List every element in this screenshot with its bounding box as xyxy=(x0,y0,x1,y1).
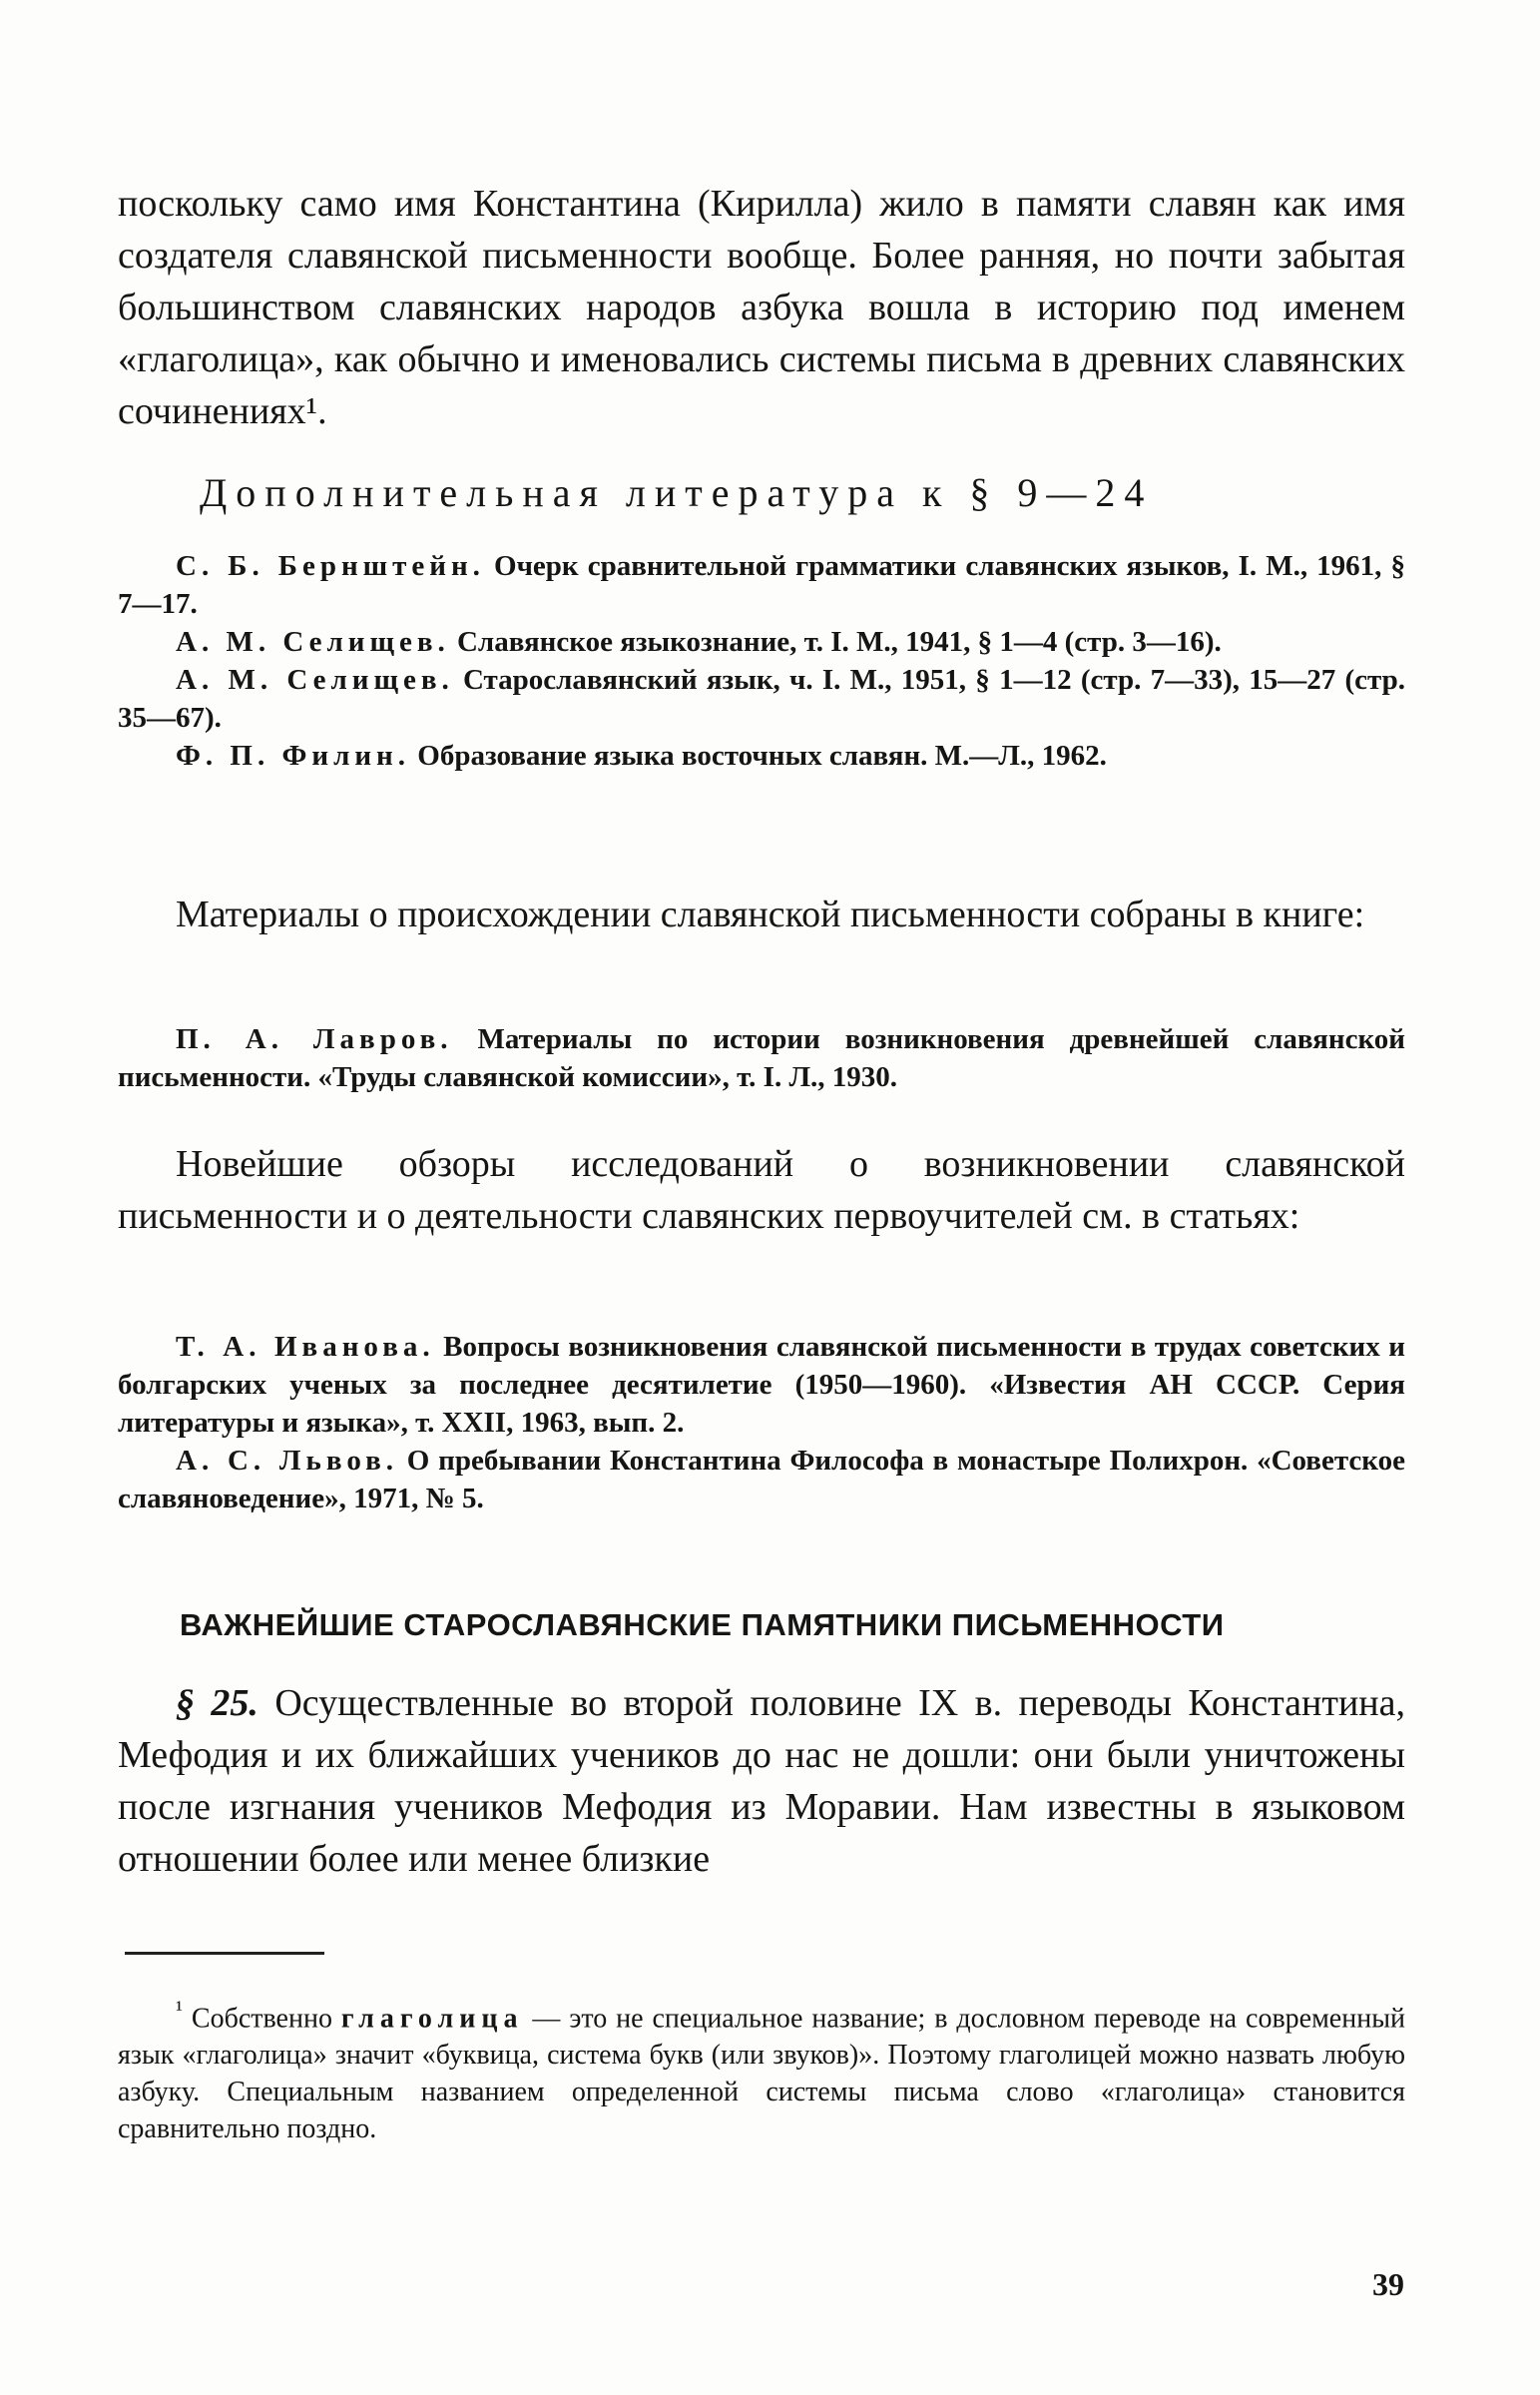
bibliography-text: Старославянский язык, ч. I. М., 1951, § 1—12 (стр. 7—33), 15—27 (стр. 35—67). xyxy=(118,664,1405,734)
bibliography-entry xyxy=(118,623,1405,661)
intro-paragraph: поскольку само имя Константина (Кирилла) жило в памяти славян как имя создателя славянской письменности вообще. Более ранняя, но почти забытая большинством славянских народов азбука вошла в историю под именем «глаголица», как обычно и именовались системы письма в древних славянских сочинениях¹. xyxy=(118,183,1405,432)
bibliography-text: Вопросы возникновения славянской письменности в трудах советских и болгарских ученых за последнее десятилетие (1950—1960). «Известия АН СССР. Серия литературы и языка», т. XXII, 1963, вып. 2. xyxy=(118,1331,1406,1439)
bibliography-author: С. Б. Бернштейн. xyxy=(176,550,485,582)
section-paragraph xyxy=(118,1677,1405,1885)
bibliography-list-3 xyxy=(118,1328,1405,1517)
bibliography-entry xyxy=(118,547,1405,623)
bibliography-text: Материалы по истории возникновения древнейшей славянской письменности. «Труды славянской комиссии», т. I. Л., 1930. xyxy=(118,1023,1405,1093)
bibliography-list-2 xyxy=(118,1020,1405,1096)
bibliography-entry xyxy=(118,737,1405,775)
reviews-paragraph: Новейшие обзоры исследований о возникновении славянской письменности и о деятельности славянских первоучителей см. в статьях: xyxy=(118,1143,1405,1237)
bibliography-author: А. М. Селищев. xyxy=(176,664,454,696)
footnote-block xyxy=(118,1992,1405,2147)
bibliography-author: А. М. Селищев. xyxy=(176,626,450,658)
footnote-marker: ¹ xyxy=(176,1997,183,2023)
section-paragraph-text: Осуществленные во второй половине IX в. переводы Константина, Мефодия и их ближайших учеников до нас не дошли: они были уничтожены после изгнания учеников Мефодия из Моравии. Нам известны в языковом отношении более или менее близкие xyxy=(118,1682,1405,1880)
footnote-divider xyxy=(125,1952,324,1955)
materials-paragraph-block xyxy=(118,889,1405,940)
materials-paragraph: Материалы о происхождении славянской письменности собраны в книге: xyxy=(176,894,1365,935)
bibliography-text: О пребывании Константина Философа в монастыре Полихрон. «Советское славяноведение», 1971, № 5. xyxy=(118,1445,1405,1514)
bibliography-entry xyxy=(118,1442,1405,1517)
bibliography-text: Очерк сравнительной грамматики славянских языков, I. М., 1961, § 7—17. xyxy=(118,550,1406,620)
footnote-term: глаголица xyxy=(340,2003,524,2035)
bibliography-text: Славянское языкознание, т. I. М., 1941, § 1—4 (стр. 3—16). xyxy=(449,626,1222,658)
bibliography-entry xyxy=(118,1328,1405,1442)
page-number: 39 xyxy=(1372,2266,1404,2302)
bibliography-entry xyxy=(118,661,1405,737)
additional-literature-heading: Дополнительная литература к § 9—24 xyxy=(200,470,1154,515)
bibliography-list-1 xyxy=(118,547,1405,775)
reviews-paragraph-block xyxy=(118,1138,1405,1242)
bibliography-text: Образование языка восточных славян. М.—Л., 1962. xyxy=(410,740,1107,772)
section-mark: § 25. xyxy=(176,1682,258,1724)
bibliography-author: Ф. П. Филин. xyxy=(176,740,411,772)
intro-paragraph-block xyxy=(118,178,1405,437)
footnote-text: — это не специальное название; в дословном переводе на современный язык «глаголица» значит «буквица, система букв (или звуков)». Поэтому глаголицей можно назвать любую азбуку. Специальным названием определенной системы письма слово «глаголица» становится сравнительно поздно. xyxy=(118,2003,1406,2145)
section-paragraph-block xyxy=(118,1677,1405,1885)
bibliography-entry xyxy=(118,1020,1405,1096)
footnote xyxy=(118,1992,1405,2147)
bibliography-author: Т. А. Иванова. xyxy=(176,1331,435,1363)
footnote-lead: Собственно xyxy=(183,2003,341,2035)
section-title: ВАЖНЕЙШИЕ СТАРОСЛАВЯНСКИЕ ПАМЯТНИКИ ПИСЬМЕННОСТИ xyxy=(180,1607,1225,1642)
bibliography-author: П. А. Лавров. xyxy=(176,1023,453,1055)
bibliography-author: А. С. Львов. xyxy=(176,1445,399,1477)
